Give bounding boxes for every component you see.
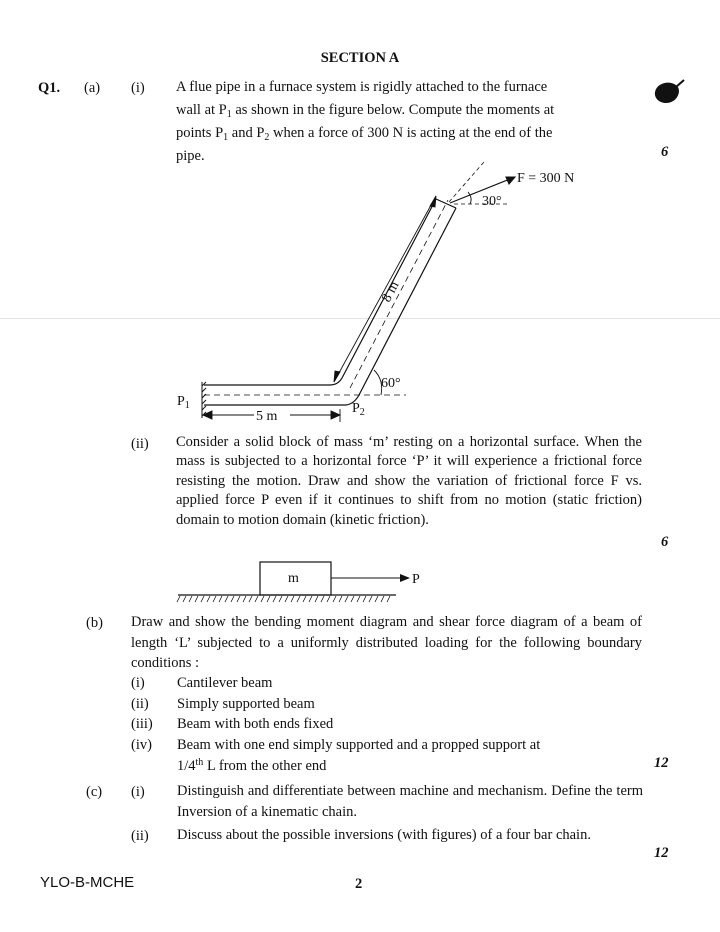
ground-hatch-stroke (309, 596, 312, 602)
b-item-iii-label: (iii) (131, 716, 153, 732)
angle-label-30: 30° (482, 194, 502, 209)
ground-hatch-stroke (303, 596, 306, 602)
angle-label-60: 60° (381, 376, 401, 391)
ground-hatch-stroke (315, 596, 318, 602)
ground-hatch-stroke (219, 596, 222, 602)
question-a-ii-text: Consider a solid block of mass ‘m’ resting on a horizontal surface. When the mass is subjected to a horizontal force ‘P’ it will experience a frictional force resisting the motion. Draw and show the variation of frictional force F vs. applied force P even if it continues to shift from no motion (static friction) domain to motion domain (kinetic friction). (176, 434, 642, 528)
wall-hatch-p1 (202, 382, 206, 418)
ground-hatch (177, 596, 390, 602)
b-item-iv-label: (iv) (131, 737, 152, 753)
ground-hatch-stroke (249, 596, 252, 602)
a-i-line-3: points $P_1$ and $P_2$ when a force of 300 N is acting at the end of the (176, 125, 553, 143)
a-i-line-1: A flue pipe in a furnace system is rigidly attached to the furnace (176, 79, 548, 95)
ground-hatch-stroke (189, 596, 192, 602)
subpart-c-i-label: (i) (131, 784, 145, 800)
b-item-ii-text: Simply supported beam (177, 696, 315, 712)
part-c-label: (c) (86, 784, 103, 800)
block-figure (170, 556, 440, 608)
ground-hatch-stroke (375, 596, 378, 602)
ground-hatch-stroke (297, 596, 300, 602)
footer-page-number: 2 (355, 876, 363, 892)
ground-hatch-stroke (327, 596, 330, 602)
inclined-pipe-centerline (350, 200, 448, 388)
ground-hatch-stroke (339, 596, 342, 602)
dimension-label-8m: 8 m (379, 278, 403, 305)
ground-hatch-stroke (207, 596, 210, 602)
marks-a-i: 6 (661, 144, 669, 160)
question-c-ii-text: Discuss about the possible inversions (with figures) of a four bar chain. (177, 827, 591, 843)
ground-hatch-stroke (357, 596, 360, 602)
ground-hatch-stroke (291, 596, 294, 602)
force-label: F = 300 N (517, 171, 575, 186)
ground-hatch-stroke (333, 596, 336, 602)
ground-hatch-stroke (195, 596, 198, 602)
horizontal-pipe (204, 378, 359, 405)
ground-hatch-stroke (387, 596, 390, 602)
subpart-a-i-label: (i) (131, 80, 145, 96)
angle-arc-30 (468, 192, 471, 204)
block-mass-label: m (288, 571, 299, 586)
footer-paper-code: YLO-B-MCHE (40, 874, 135, 891)
b-item-ii-label: (ii) (131, 696, 149, 712)
p1-label: $P_1$ (177, 394, 190, 411)
b-item-iv-line-1: Beam with one end simply supported and a propped support at (177, 737, 541, 753)
ground-hatch-stroke (177, 596, 180, 602)
ground-hatch-stroke (279, 596, 282, 602)
ground-hatch-stroke (345, 596, 348, 602)
b-item-iv-text (177, 735, 643, 776)
applied-force-arrowhead (400, 574, 410, 582)
ground-hatch-stroke (201, 596, 204, 602)
marks-c: 12 (654, 845, 669, 861)
ground-hatch-stroke (183, 596, 186, 602)
a-i-line-4: pipe. (176, 148, 205, 164)
a-i-line-2: wall at $P_1$ as shown in the figure below. Compute the moments at (176, 102, 555, 120)
ground-hatch-stroke (231, 596, 234, 602)
ink-blot (651, 78, 685, 108)
flue-pipe-figure (170, 160, 620, 430)
ground-hatch-stroke (285, 596, 288, 602)
ground-hatch-stroke (363, 596, 366, 602)
part-a-label: (a) (84, 80, 101, 96)
question-a-i-text (176, 77, 646, 166)
b-item-i-label: (i) (131, 675, 145, 691)
inclined-pipe (342, 199, 456, 395)
b-item-iv-line-2: 1/4th L from the other end (177, 757, 327, 774)
ground-hatch-stroke (243, 596, 246, 602)
b-item-i-text: Cantilever beam (177, 675, 273, 691)
applied-force-label: P (412, 572, 420, 587)
dimension-label-5m: 5 m (256, 409, 278, 424)
ground-hatch-stroke (213, 596, 216, 602)
marks-b: 12 (654, 755, 669, 771)
subpart-c-ii-label: (ii) (131, 828, 149, 844)
b-item-iii-text: Beam with both ends fixed (177, 716, 334, 732)
section-title: SECTION A (320, 50, 400, 66)
p2-label: $P_2$ (352, 401, 365, 418)
ground-hatch-stroke (273, 596, 276, 602)
ground-hatch-stroke (225, 596, 228, 602)
question-number: Q1. (38, 80, 61, 96)
part-b-label: (b) (86, 615, 103, 631)
ground-hatch-stroke (351, 596, 354, 602)
ground-hatch-stroke (369, 596, 372, 602)
question-b-intro: Draw and show the bending moment diagram and shear force diagram of a beam of length ‘L’ subjected to a uniformly distributed loading for the following boundary conditions : (131, 614, 642, 671)
question-c-i-text: Distinguish and differentiate between machine and mechanism. Define the term Inversion of a kinematic chain. (177, 783, 643, 820)
subpart-a-ii-label: (ii) (131, 436, 149, 452)
ground-hatch-stroke (261, 596, 264, 602)
ground-hatch-stroke (381, 596, 384, 602)
ground-hatch-stroke (237, 596, 240, 602)
ground-hatch-stroke (321, 596, 324, 602)
ground-hatch-stroke (255, 596, 258, 602)
ground-hatch-stroke (267, 596, 270, 602)
marks-a-ii: 6 (661, 534, 669, 550)
